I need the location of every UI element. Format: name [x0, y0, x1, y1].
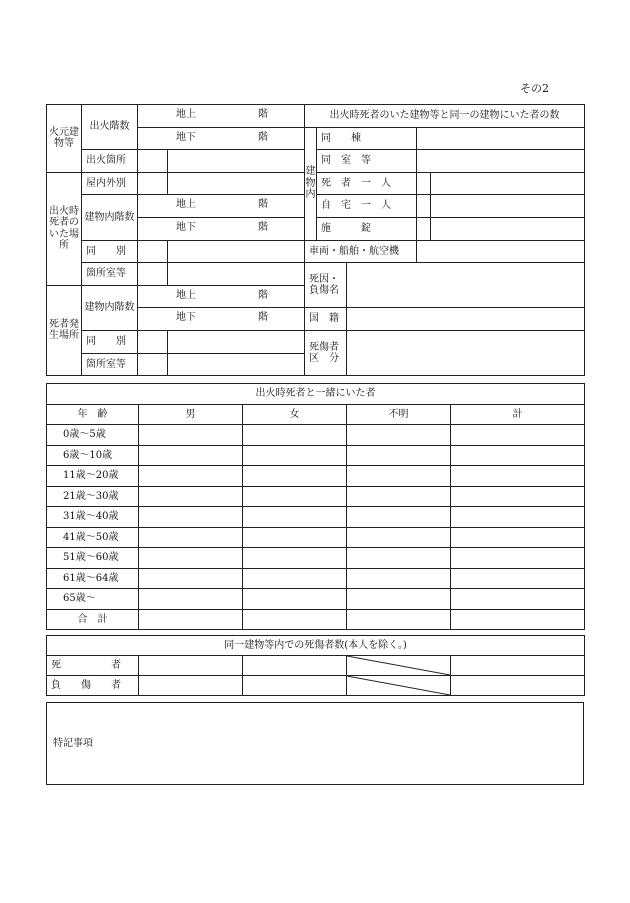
same-room-label: 同 室 等 — [317, 150, 417, 173]
cell[interactable] — [347, 568, 451, 589]
cell[interactable] — [139, 527, 243, 548]
floor-unit-text: 階 — [258, 131, 268, 143]
cell[interactable] — [243, 466, 347, 487]
cell[interactable] — [243, 568, 347, 589]
above-ground-text: 地上 — [176, 199, 196, 211]
cell[interactable] — [451, 527, 585, 548]
location-room-check[interactable] — [138, 263, 168, 286]
cell[interactable] — [139, 445, 243, 466]
cell[interactable] — [139, 676, 243, 696]
below-ground-text: 地下 — [176, 221, 196, 233]
struck-cell — [347, 656, 451, 676]
header-male: 男 — [139, 404, 243, 425]
below-ground-text: 地下 — [176, 312, 196, 324]
cell[interactable] — [243, 548, 347, 569]
dead-one-value[interactable] — [431, 172, 585, 195]
fire-origin-table — [46, 104, 585, 376]
cause-injury-label: 死因・負傷名 — [305, 263, 347, 308]
cell[interactable] — [451, 568, 585, 589]
same-sep-value[interactable] — [168, 240, 305, 263]
death-location-room-value[interactable] — [168, 353, 305, 376]
vehicle-value[interactable] — [417, 240, 585, 263]
floor-unit-text: 階 — [258, 289, 268, 301]
floor-unit-text: 階 — [258, 312, 268, 324]
age-label: 6歳～10歳 — [47, 445, 139, 466]
table-row — [47, 656, 585, 676]
same-ridge-label: 同 棟 — [317, 127, 417, 150]
indoor-outdoor-check[interactable] — [138, 172, 168, 195]
cell[interactable] — [347, 589, 451, 610]
age-label: 11歳～20歳 — [47, 466, 139, 487]
age-label: 0歳～5歳 — [47, 425, 139, 446]
below-ground-text: 地下 — [176, 131, 196, 143]
header-age: 年 齢 — [47, 404, 139, 425]
cell[interactable] — [347, 466, 451, 487]
page-number: その2 — [520, 82, 549, 95]
same-building-header: 出火時死者のいた建物等と同一の建物にいた者の数 — [305, 105, 585, 128]
cell[interactable] — [139, 609, 243, 630]
fire-location-label: 出火箇所 — [82, 150, 138, 173]
cell[interactable] — [451, 676, 585, 696]
header-total: 計 — [451, 404, 585, 425]
locked-label: 施 錠 — [317, 217, 417, 240]
cell[interactable] — [139, 589, 243, 610]
cell[interactable] — [243, 609, 347, 630]
companions-table — [46, 383, 585, 630]
table-row — [47, 486, 585, 507]
in-building-label: 建物内 — [305, 127, 317, 240]
notes-box[interactable] — [47, 703, 584, 785]
above-ground-text: 地上 — [176, 289, 196, 301]
cell[interactable] — [243, 507, 347, 528]
table-row — [47, 568, 585, 589]
struck-cell — [347, 676, 451, 696]
cell[interactable] — [347, 445, 451, 466]
table-row — [47, 527, 585, 548]
fire-floor-label: 出火階数 — [82, 105, 138, 150]
own-home-value[interactable] — [431, 195, 585, 218]
death-same-sep-value[interactable] — [168, 330, 305, 353]
cell[interactable] — [139, 656, 243, 676]
table-row — [47, 425, 585, 446]
floor-unit-text: 階 — [258, 199, 268, 211]
injured-label: 負 傷 者 — [47, 676, 139, 696]
nationality-value[interactable] — [347, 308, 585, 331]
age-label: 41歳～50歳 — [47, 527, 139, 548]
place-floor-above[interactable] — [138, 195, 305, 218]
cell[interactable] — [347, 507, 451, 528]
table-row — [47, 676, 585, 696]
cell[interactable] — [139, 548, 243, 569]
cell[interactable] — [139, 568, 243, 589]
table-row — [47, 445, 585, 466]
total-label: 合 計 — [47, 609, 139, 630]
table-row — [47, 548, 585, 569]
header-female: 女 — [243, 404, 347, 425]
death-same-sep-label: 同 別 — [82, 330, 138, 353]
table-row — [47, 466, 585, 487]
cell[interactable] — [139, 425, 243, 446]
cell[interactable] — [243, 676, 347, 696]
age-label: 65歳～ — [47, 589, 139, 610]
age-label: 21歳～30歳 — [47, 486, 139, 507]
fire-location-value[interactable] — [168, 150, 305, 173]
same-sep-check[interactable] — [138, 240, 168, 263]
cell[interactable] — [451, 656, 585, 676]
vehicle-label: 車両・船舶・航空機 — [305, 240, 417, 263]
cell[interactable] — [451, 609, 585, 630]
total-row — [47, 609, 585, 630]
cell[interactable] — [451, 466, 585, 487]
floor-unit-text: 階 — [258, 109, 268, 120]
cell[interactable] — [243, 656, 347, 676]
table-row — [47, 507, 585, 528]
indoor-outdoor-label: 屋内外別 — [82, 172, 138, 195]
cell[interactable] — [243, 486, 347, 507]
death-floor-below[interactable] — [138, 308, 305, 331]
death-location-room-check[interactable] — [138, 353, 168, 376]
companions-title: 出火時死者と一緒にいた者 — [47, 384, 585, 405]
age-label: 61歳～64歳 — [47, 568, 139, 589]
header-unknown: 不明 — [347, 404, 451, 425]
death-floor-above[interactable] — [138, 285, 305, 308]
same-room-value[interactable] — [417, 150, 585, 173]
casualties-table — [46, 635, 585, 696]
floor-unit-text: 階 — [258, 221, 268, 233]
building-floor-label: 建物内階数 — [82, 195, 138, 240]
dead-label: 死 者 — [47, 656, 139, 676]
death-place-label: 死者発生場所 — [47, 285, 82, 375]
cell[interactable] — [347, 609, 451, 630]
cell[interactable] — [347, 527, 451, 548]
death-location-room-label: 箇所室等 — [82, 353, 138, 376]
cell[interactable] — [139, 486, 243, 507]
cell[interactable] — [243, 527, 347, 548]
locked-value[interactable] — [431, 217, 585, 240]
casualty-class-label: 死傷者区 分 — [305, 330, 347, 375]
cell[interactable] — [347, 548, 451, 569]
nationality-label: 国 籍 — [305, 308, 347, 331]
place-at-fire-label: 出火時死者のいた場所 — [47, 172, 82, 285]
cell[interactable] — [451, 589, 585, 610]
same-sep-label: 同 別 — [82, 240, 138, 263]
cell[interactable] — [347, 425, 451, 446]
dead-one-label: 死 者 一 人 — [317, 172, 417, 195]
cell[interactable] — [451, 445, 585, 466]
fire-floor-below[interactable] — [138, 127, 305, 150]
cell[interactable] — [451, 507, 585, 528]
cell[interactable] — [451, 425, 585, 446]
notes-label: 特記事項 — [53, 737, 93, 749]
age-label: 31歳～40歳 — [47, 507, 139, 528]
death-floor-label: 建物内階数 — [82, 285, 138, 330]
location-room-value[interactable] — [168, 263, 305, 286]
cell[interactable] — [243, 445, 347, 466]
cell[interactable] — [451, 486, 585, 507]
same-ridge-value[interactable] — [417, 127, 585, 150]
location-room-label: 箇所室等 — [82, 263, 138, 286]
dead-one-check[interactable] — [417, 172, 431, 195]
cause-injury-value[interactable] — [347, 263, 585, 308]
notes-table — [46, 702, 584, 785]
place-floor-below[interactable] — [138, 217, 305, 240]
death-same-sep-check[interactable] — [138, 330, 168, 353]
table-row — [47, 589, 585, 610]
cell[interactable] — [139, 466, 243, 487]
cell[interactable] — [243, 425, 347, 446]
cell[interactable] — [451, 548, 585, 569]
fire-floor-above[interactable] — [138, 105, 305, 128]
own-home-label: 自 宅 一 人 — [317, 195, 417, 218]
casualties-title: 同一建物等内での死傷者数(本人を除く。) — [47, 636, 585, 656]
age-label: 51歳～60歳 — [47, 548, 139, 569]
indoor-outdoor-value[interactable] — [168, 172, 305, 195]
casualty-class-value[interactable] — [347, 330, 585, 375]
cell[interactable] — [243, 589, 347, 610]
above-ground-text: 地上 — [176, 109, 196, 120]
cell[interactable] — [139, 507, 243, 528]
locked-check[interactable] — [417, 217, 431, 240]
own-home-check[interactable] — [417, 195, 431, 218]
fire-location-check[interactable] — [138, 150, 168, 173]
cell[interactable] — [347, 486, 451, 507]
fire-building-label: 火元建物等 — [47, 105, 82, 173]
